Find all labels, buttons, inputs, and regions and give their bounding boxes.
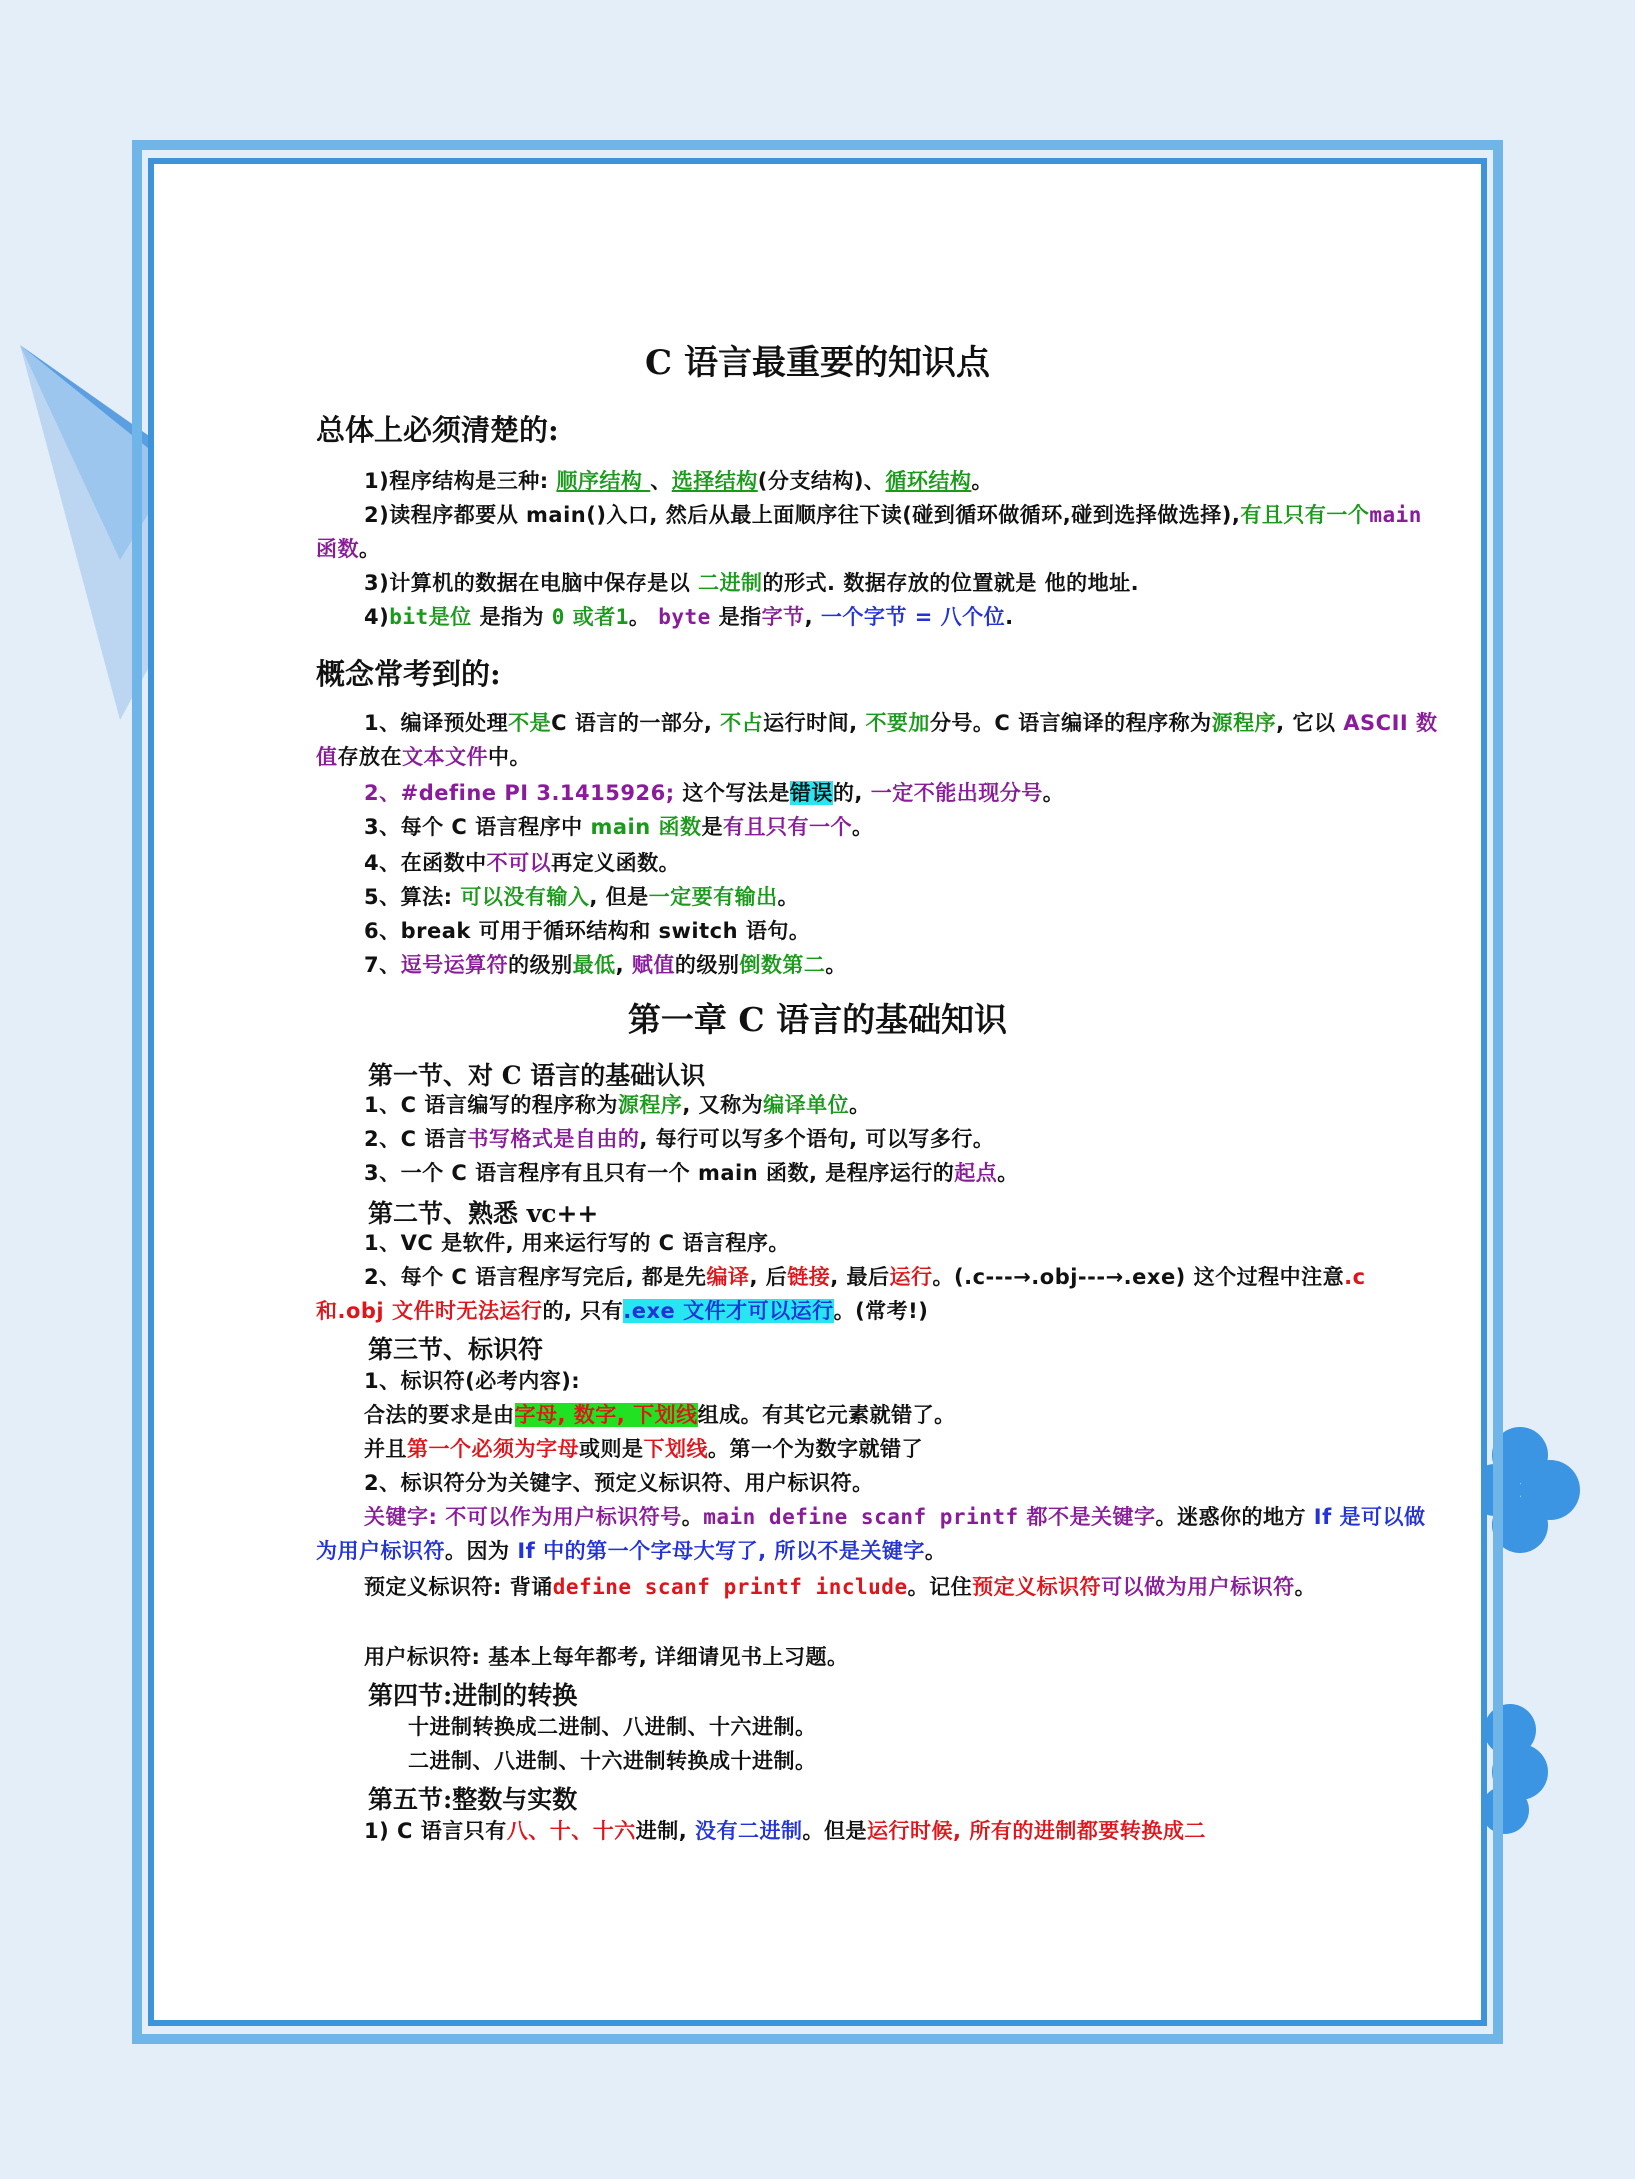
text-run: 2)读程序都要从 main()入口, 然后从最上面顺序往下读(碰到循环做循环,碰到选择做选择), bbox=[364, 503, 1241, 527]
text-run: 。因为 bbox=[445, 1539, 518, 1563]
text-run: 1、C 语言编写的程序称为 bbox=[364, 1093, 618, 1117]
text-run: 是位 bbox=[428, 605, 472, 629]
text-run: 是指 bbox=[710, 605, 762, 629]
text-run: 的形式. 数据存放的位置就是 他的地址. bbox=[762, 571, 1140, 595]
text-run: 6、break 可用于循环结构和 switch 语句。 bbox=[364, 919, 811, 943]
text-run: 逗号运算符 bbox=[400, 953, 509, 977]
text-run: 。 bbox=[971, 469, 993, 493]
text-run: 用户标识符: 基本上每年都考, 详细请见书上习题。 bbox=[364, 1645, 849, 1669]
text-run: 的, 只有 bbox=[542, 1299, 624, 1323]
text-run: , 后 bbox=[749, 1265, 788, 1289]
paragraph bbox=[316, 810, 1441, 844]
text-run: 错误 bbox=[789, 781, 833, 805]
text-run: 编译 bbox=[706, 1265, 750, 1289]
section-2-heading: 第二节、熟悉 vc++ bbox=[368, 1199, 599, 1228]
text-run: 0 bbox=[551, 605, 565, 629]
text-run: .exe 文件才可以运行 bbox=[623, 1299, 834, 1323]
section-3-heading: 第三节、标识符 bbox=[368, 1335, 544, 1364]
heading-concepts: 概念常考到的: bbox=[316, 657, 501, 691]
text-run: 十进制转换成二进制、八进制、十六进制。 bbox=[408, 1715, 817, 1739]
paragraph bbox=[316, 1156, 1441, 1190]
text-run: 5、算法: bbox=[364, 885, 461, 909]
text-run: 1、VC 是软件, 用来运行写的 C 语言程序。 bbox=[364, 1231, 790, 1255]
text-run: 1、编译预处理 bbox=[364, 711, 509, 735]
paragraph bbox=[316, 776, 1441, 810]
text-run: main bbox=[1369, 503, 1422, 527]
text-run: 有且只有一个 bbox=[1240, 503, 1370, 527]
text-run: 1、标识符(必考内容): bbox=[364, 1369, 581, 1393]
text-run: 一定要有输出 bbox=[648, 885, 778, 909]
paragraph bbox=[316, 1710, 1441, 1744]
text-run: 不是 bbox=[508, 711, 552, 735]
text-run: 2、标识符分为关键字、预定义标识符、用户标识符。 bbox=[364, 1471, 874, 1495]
paragraph bbox=[316, 846, 1441, 880]
text-run: 运行时间, bbox=[763, 711, 866, 735]
text-run: 关键字: 不可以作为用户标识符号 bbox=[364, 1505, 682, 1529]
text-run: 。 bbox=[924, 1539, 947, 1563]
section-4-heading: 第四节:进制的转换 bbox=[368, 1681, 578, 1710]
text-run: 八、十、十六 bbox=[506, 1819, 636, 1843]
text-run: 。 bbox=[1042, 781, 1065, 805]
document-page bbox=[160, 170, 1475, 2014]
text-run: 。 bbox=[1294, 1575, 1317, 1599]
text-run: 源程序 bbox=[617, 1093, 683, 1117]
text-run: , 每行可以写多个语句, 可以写多行。 bbox=[639, 1127, 995, 1151]
text-run: 合法的要求是由 bbox=[364, 1403, 515, 1427]
text-run: 再定义函数。 bbox=[551, 851, 681, 875]
text-run: 书写格式是自由的 bbox=[467, 1127, 640, 1151]
text-run: 。 bbox=[997, 1161, 1019, 1185]
document-title: C 语言最重要的知识点 bbox=[645, 343, 990, 383]
paragraph bbox=[316, 1260, 1441, 1328]
text-run: 字母, 数字, 下划线 bbox=[514, 1403, 698, 1427]
text-run: byte bbox=[658, 605, 711, 629]
text-run: 2、#define PI 3.1415926; bbox=[364, 781, 675, 805]
text-run: 顺序结构 bbox=[556, 469, 651, 493]
text-run: 2、每个 C 语言程序写完后, 都是先 bbox=[364, 1265, 707, 1289]
text-run: 不可以 bbox=[486, 851, 552, 875]
text-run: 二进制 bbox=[698, 571, 763, 595]
text-run: 编译单位 bbox=[763, 1093, 850, 1117]
text-run: main define scanf printf bbox=[703, 1505, 1019, 1529]
text-run: 1) C 语言只有 bbox=[364, 1819, 507, 1843]
text-run: 赋值 bbox=[631, 953, 675, 977]
text-run: 分号。C 语言编译的程序称为 bbox=[929, 711, 1212, 735]
text-run: C 语言的一部分, bbox=[551, 711, 721, 735]
text-run: 。 bbox=[851, 815, 874, 839]
text-run: 。但是 bbox=[802, 1819, 868, 1843]
text-run: 预定义标识符 bbox=[972, 1575, 1102, 1599]
text-run: 1)程序结构是三种: bbox=[364, 469, 557, 493]
heading-overall: 总体上必须清楚的: bbox=[316, 413, 559, 447]
text-run: (分支结构)、 bbox=[757, 469, 886, 493]
text-run: 二进制、八进制、十六进制转换成十进制。 bbox=[408, 1749, 817, 1773]
text-run: 。(.c---→.obj---→.exe) 这个过程中注意 bbox=[932, 1265, 1345, 1289]
paragraph bbox=[316, 1398, 1441, 1432]
text-run: 是 bbox=[701, 815, 723, 839]
paragraph bbox=[316, 1500, 1441, 1568]
text-run: 字节 bbox=[761, 605, 805, 629]
paragraph bbox=[316, 880, 1441, 914]
text-run: 不占 bbox=[720, 711, 764, 735]
text-run: 。 bbox=[777, 885, 800, 909]
text-run: 3、每个 C 语言程序中 bbox=[364, 815, 591, 839]
text-run: 是指为 bbox=[471, 605, 552, 629]
paragraph bbox=[316, 948, 1441, 982]
text-run: 或者 bbox=[564, 605, 616, 629]
paragraph bbox=[316, 498, 1441, 566]
text-run: , 又称为 bbox=[682, 1093, 764, 1117]
text-run: 。迷惑你的地方 bbox=[1155, 1505, 1314, 1529]
text-run: 组成。有其它元素就错了。 bbox=[697, 1403, 956, 1427]
paragraph bbox=[316, 1640, 1441, 1674]
text-run: 的, bbox=[832, 781, 871, 805]
text-run: 。第一个为数字就错了 bbox=[708, 1437, 923, 1461]
text-run: 3)计算机的数据在电脑中保存是以 bbox=[364, 571, 699, 595]
text-run: 3、一个 C 语言程序有且只有一个 main 函数, 是程序运行的 bbox=[364, 1161, 955, 1185]
text-run: . bbox=[1005, 605, 1014, 629]
text-run: 运行时候, 所有的进制都要转换成二 bbox=[867, 1819, 1206, 1843]
text-run: bit bbox=[389, 605, 429, 629]
text-run: .c 和.obj 文件时无法运行 bbox=[316, 1265, 1366, 1323]
paragraph bbox=[316, 1466, 1441, 1500]
chapter-title: 第一章 C 语言的基础知识 bbox=[627, 1000, 1008, 1039]
text-run: , bbox=[804, 605, 821, 629]
text-run: 文本文件 bbox=[402, 745, 488, 769]
text-run: 2、C 语言 bbox=[364, 1127, 468, 1151]
text-run: , 但是 bbox=[589, 885, 649, 909]
text-run: 下划线 bbox=[643, 1437, 708, 1461]
text-run: 的级别 bbox=[508, 953, 573, 977]
text-run: 最低 bbox=[572, 953, 616, 977]
text-run: 这个写法是 bbox=[674, 781, 790, 805]
text-run: 1 bbox=[615, 605, 629, 629]
text-run: 链接 bbox=[787, 1265, 831, 1289]
text-run: 预定义标识符: 背诵 bbox=[364, 1575, 553, 1599]
text-run: 。 bbox=[849, 1093, 871, 1117]
text-run: 都不是关键字 bbox=[1018, 1505, 1156, 1529]
section-5-heading: 第五节:整数与实数 bbox=[368, 1785, 578, 1814]
text-run: 。 bbox=[628, 605, 659, 629]
text-run: 。(常考!) bbox=[833, 1299, 929, 1323]
text-run: 。 bbox=[825, 953, 847, 977]
text-run: 7、 bbox=[364, 953, 401, 977]
text-run: 可以做为用户标识符 bbox=[1101, 1575, 1295, 1599]
text-run: 、 bbox=[650, 469, 672, 493]
section-1-heading: 第一节、对 C 语言的基础认识 bbox=[368, 1061, 706, 1090]
paragraph bbox=[316, 1122, 1441, 1156]
text-run: 一个字节 = 八个位 bbox=[820, 605, 1006, 629]
text-run: 不要加 bbox=[865, 711, 930, 735]
text-run: If 是可以做为用户标识符 bbox=[316, 1505, 1426, 1563]
text-run: 倒数第二 bbox=[739, 953, 826, 977]
text-run: ASCII 数值 bbox=[316, 711, 1438, 769]
text-run: 运行 bbox=[889, 1265, 933, 1289]
text-run: 存放在 bbox=[337, 745, 402, 769]
text-run: , 它以 bbox=[1276, 711, 1344, 735]
text-run: 或则是 bbox=[579, 1437, 644, 1461]
text-run: 可以没有输入 bbox=[460, 885, 590, 909]
text-run: 第一个必须为字母 bbox=[407, 1437, 579, 1461]
text-run: 进制, bbox=[635, 1819, 696, 1843]
paragraph bbox=[316, 566, 1441, 600]
paragraph bbox=[316, 1432, 1441, 1466]
paragraph bbox=[316, 1226, 1441, 1260]
text-run: 。 bbox=[359, 537, 381, 561]
text-run: , 最后 bbox=[830, 1265, 890, 1289]
paragraph bbox=[316, 600, 1441, 634]
text-run: 选择结构 bbox=[671, 469, 758, 493]
paragraph bbox=[316, 464, 1441, 498]
paragraph bbox=[316, 1088, 1441, 1122]
text-run: 函数 bbox=[316, 537, 359, 561]
text-run: If 中的第一个字母大写了, 所以不是关键字 bbox=[517, 1539, 925, 1563]
text-run: 。 bbox=[681, 1505, 704, 1529]
paragraph bbox=[316, 914, 1441, 948]
text-run: 一定不能出现分号 bbox=[870, 781, 1043, 805]
text-run: 4) bbox=[364, 605, 390, 629]
paragraph bbox=[316, 1364, 1441, 1398]
text-run: 。记住 bbox=[907, 1575, 973, 1599]
text-run: 中。 bbox=[488, 745, 531, 769]
paragraph bbox=[316, 706, 1441, 774]
text-run: 起点 bbox=[954, 1161, 998, 1185]
text-run: 4、在函数中 bbox=[364, 851, 487, 875]
text-run: , bbox=[615, 953, 632, 977]
text-run: 并且 bbox=[364, 1437, 407, 1461]
paragraph bbox=[316, 1570, 1441, 1604]
text-run: 的级别 bbox=[674, 953, 740, 977]
paragraph bbox=[316, 1744, 1441, 1778]
text-run: 源程序 bbox=[1211, 711, 1277, 735]
paragraph bbox=[316, 1814, 1441, 1848]
text-run: define scanf printf include bbox=[552, 1575, 908, 1599]
text-run: 循环结构 bbox=[885, 469, 972, 493]
text-run: 没有二进制 bbox=[695, 1819, 803, 1843]
text-run: main 函数 bbox=[590, 815, 702, 839]
text-run: 有且只有一个 bbox=[722, 815, 852, 839]
